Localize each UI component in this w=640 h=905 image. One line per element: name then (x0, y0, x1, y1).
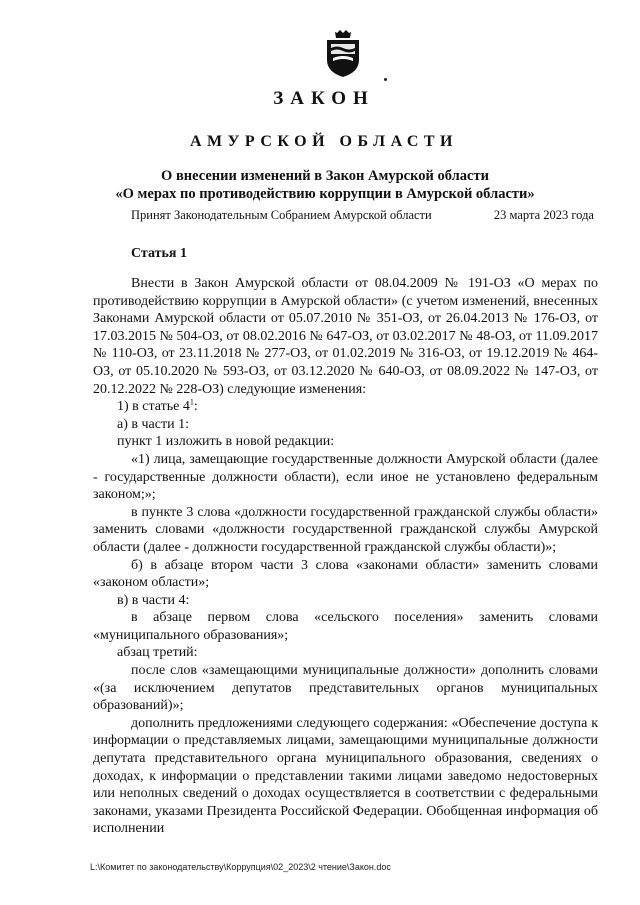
paragraph: 1) в статье $4^1$: (117, 397, 198, 415)
adoption-note: Принят Законодательным Собранием Амурской области (131, 208, 432, 222)
paragraph: дополнить предложениями следующего содержания: «Обеспечение доступа к информации о представляемых лицами, замещающими муниципальные должности депутата представительного органа муниципального образования, сведениях о доходах, к информации о представлении такими лицами заведомо недостоверных или неполных сведений о доходах осуществляется в соответствии с федеральными законами, указами Президента Российской Федерации. Обобщенная информация об исполнении (93, 715, 598, 837)
paragraph: б) в абзаце втором части 3 слова «законами области» заменить словами «законом области»; (93, 557, 598, 591)
paragraph: в) в части 4: (117, 592, 190, 608)
paragraph: в пункте 3 слова «должности государственной гражданской службы области» заменить словами «должности государственной гражданской службы Амурской области (далее - должности государственной гражданской службы области)»; (93, 504, 598, 555)
paragraph: в абзаце первом слова «сельского поселения» заменить словами «муниципального образования»; (93, 610, 598, 643)
paragraph: Внести в Закон Амурской области от 08.04.2009 № 191-ОЗ «О мерах по противодействию коррупции в Амурской области» (с учетом изменений, внесенных Законами Амурской области от 05.07.2010 № 351-ОЗ, от 26.04.2013 № 176-ОЗ, от 17.03.2015 № 504-ОЗ, от 08.02.2016 № 647-ОЗ, от 03.02.2017 № 48-ОЗ, от 11.09.2017 № 110-ОЗ, от 23.11.2018 № 277-ОЗ, от 01.02.2019 № 316-ОЗ, от 19.12.2019 № 464-ОЗ, от 05.10.2020 № 593-ОЗ, от 03.12.2020 № 640-ОЗ, от 08.09.2022 № 147-ОЗ, от 20.12.2022 № 228-ОЗ) следующие изменения: (93, 276, 598, 397)
file-path-footer: L:\Комитет по законодательству\Коррупция\02_2023\2 чтение\Закон.doc (90, 862, 391, 872)
superscript-mark: 1 (189, 397, 194, 407)
paragraph-text: 1) в статье 4 (117, 399, 190, 415)
law-heading-line-2: «О мерах по противодействию коррупции в Амурской области» (115, 186, 535, 202)
law-heading-line-1: О внесении изменений в Закон Амурской области (161, 168, 489, 184)
paragraph: абзац третий: (117, 645, 198, 661)
paragraph: пункт 1 изложить в новой редакции: (117, 434, 335, 450)
scan-speck (384, 78, 387, 81)
article-title: Статья 1 (131, 246, 187, 261)
coat-of-arms-emblem-icon (323, 30, 363, 78)
paragraph: а) в части 1: (117, 416, 189, 432)
article-body (93, 275, 598, 838)
document-subtitle: АМУРСКОЙ ОБЛАСТИ (190, 133, 458, 150)
paragraph: после слов «замещающими муниципальные должности» дополнить словами «(за исключением депутатов представительных органов муниципальных образований)»; (93, 663, 598, 714)
adoption-date: 23 марта 2023 года (493, 208, 594, 222)
paragraph: «1) лица, замещающие государственные должности Амурской области (далее - государственные должности области), если иное не установлено федеральным законом;»; (93, 451, 598, 503)
law-heading (90, 167, 560, 203)
document-title: ЗАКОН (273, 88, 375, 109)
